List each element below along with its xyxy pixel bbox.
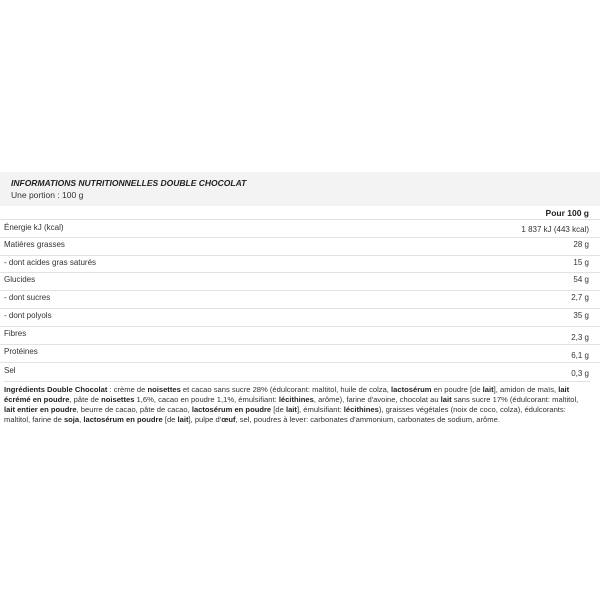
row-label: Protéines [4, 347, 38, 356]
ingredient-segment: ), graisses végétales (noix de coco, colza), édulcorants: maltitol, farine de [4, 405, 566, 424]
table-row [0, 362, 600, 381]
ingredient-bold-segment: lécithines [343, 405, 379, 414]
table-row [0, 344, 600, 363]
row-label: Énergie kJ (kcal) [4, 223, 64, 232]
row-value: 2,3 g [571, 333, 589, 342]
ingredient-bold-segment: lait [440, 395, 452, 404]
table-row [0, 308, 600, 327]
ingredient-segment: , sel, poudres à lever: carbonates d'ammonium, carbonates de sodium, arôme. [235, 415, 500, 424]
row-value: 6,1 g [571, 351, 589, 360]
ingredient-bold-segment: lactosérum en poudre [83, 415, 163, 424]
ingredient-segment: , [79, 415, 84, 424]
nutrition-header [0, 172, 600, 206]
table-row [0, 290, 600, 309]
ingredient-segment: , pâte de [69, 395, 102, 404]
row-value: 2,7 g [571, 293, 589, 302]
ingredient-bold-segment: lait écrémé en poudre [4, 385, 570, 404]
ingredient-bold-segment: lécithines [278, 395, 314, 404]
row-label: Fibres [4, 329, 27, 338]
ingredient-bold-segment: lait [285, 405, 297, 414]
ingredient-bold-segment: lactosérum [391, 385, 432, 394]
ingredient-segment: sans sucre 17% (édulcorant: maltitol, [451, 395, 579, 404]
table-row [0, 219, 600, 238]
ingredient-bold-segment: Ingrédients Double Chocolat [4, 385, 108, 394]
table-row [0, 237, 600, 256]
ingredient-segment: [de [271, 405, 286, 414]
row-value: 0,3 g [571, 369, 589, 378]
ingredient-segment: ], pulpe d' [188, 415, 222, 424]
ingredient-segment: en poudre [de [431, 385, 483, 394]
nutrition-title: INFORMATIONS NUTRITIONNELLES DOUBLE CHOCOLAT [11, 178, 247, 188]
ingredient-bold-segment: lait [482, 385, 494, 394]
row-label: Matières grasses [4, 240, 65, 249]
ingredient-bold-segment: lactosérum en poudre [191, 405, 272, 414]
ingredient-segment: ], amidon de maïs, [493, 385, 559, 394]
row-label: - dont acides gras saturés [4, 258, 97, 267]
row-value: 15 g [573, 258, 589, 267]
row-value: 1 837 kJ (443 kcal) [521, 225, 589, 234]
ingredients-text [4, 381, 590, 425]
table-row [0, 272, 600, 291]
ingredient-segment: , arôme), farine d'avoine, chocolat au [313, 395, 441, 404]
ingredient-segment: [de [162, 415, 178, 424]
ingredient-bold-segment: noisettes [147, 385, 181, 394]
portion-size: Une portion : 100 g [11, 190, 84, 200]
ingredient-bold-segment: noisettes [101, 395, 135, 404]
row-label: Glucides [4, 275, 36, 284]
ingredient-bold-segment: œuf [221, 415, 236, 424]
row-value: 28 g [573, 240, 589, 249]
ingredient-segment: et cacao sans sucre 28% (édulcorant: maltitol, huile de colza, [180, 385, 392, 394]
ingredient-segment: , beurre de cacao, pâte de cacao, [76, 405, 192, 414]
ingredient-bold-segment: lait [177, 415, 189, 424]
ingredient-segment: : crème de [107, 385, 148, 394]
row-value: 54 g [573, 275, 589, 284]
ingredient-segment: ], émulsifiant: [296, 405, 344, 414]
table-row [0, 255, 600, 273]
ingredient-bold-segment: lait entier en poudre [4, 405, 77, 414]
column-header-per-100g: Pour 100 g [545, 208, 589, 218]
table-row [0, 326, 600, 345]
row-label: - dont polyols [4, 311, 52, 320]
ingredient-bold-segment: soja [63, 415, 80, 424]
row-value: 35 g [573, 311, 589, 320]
row-label: Sel [4, 366, 16, 375]
ingredient-segment: 1,6%, cacao en poudre 1,1%, émulsifiant: [134, 395, 279, 404]
row-label: - dont sucres [4, 293, 51, 302]
